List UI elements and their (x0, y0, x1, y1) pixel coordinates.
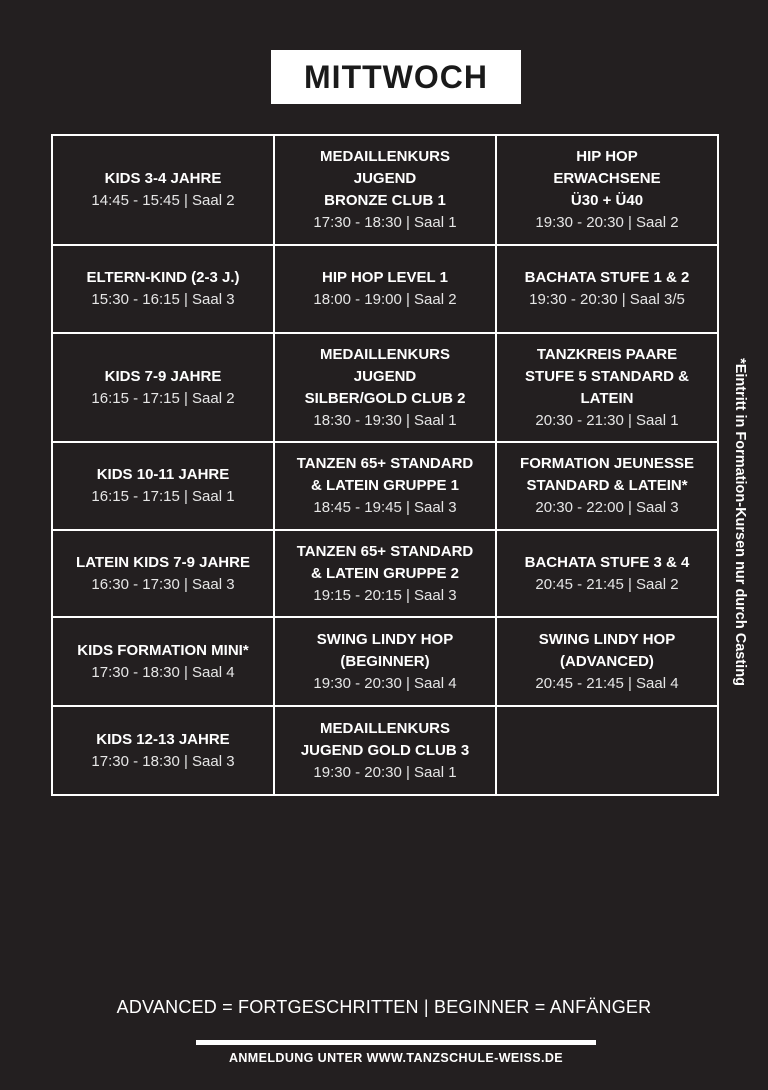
course-cell (52, 617, 274, 706)
course-time: 16:15 - 17:15 | Saal 1 (91, 488, 235, 505)
course-name: BACHATA STUFE 1 & 2 (524, 269, 690, 286)
course-cell (274, 442, 496, 530)
course-time: 18:30 - 19:30 | Saal 1 (313, 411, 457, 429)
course-time: 16:30 - 17:30 | Saal 3 (91, 575, 235, 593)
course-time: 19:30 - 20:30 | Saal 4 (313, 674, 457, 692)
course-time: 16:15 - 17:15 | Saal 2 (91, 389, 235, 407)
course-name: SWING LINDY HOP (ADVANCED) (538, 630, 676, 670)
registration-link[interactable]: ANMELDUNG UNTER WWW.TANZSCHULE-WEISS.DE (228, 1051, 564, 1065)
course-cell (496, 135, 718, 245)
course-name: HIP HOP ERWACHSENE Ü30 + Ü40 (553, 148, 661, 209)
course-name: TANZKREIS PAARE STUFE 5 STANDARD & LATEIN (525, 345, 689, 407)
schedule-table (51, 134, 719, 796)
course-cell (496, 245, 718, 333)
course-time: 19:15 - 20:15 | Saal 3 (313, 586, 457, 604)
footer-divider (196, 1040, 596, 1045)
course-cell (274, 530, 496, 617)
course-name: LATEIN KIDS 7-9 JAHRE (76, 553, 250, 571)
course-name: MEDAILLENKURS JUGEND SILBER/GOLD CLUB 2 (304, 345, 466, 407)
course-cell (274, 617, 496, 706)
course-time: 20:30 - 21:30 | Saal 1 (535, 411, 679, 429)
course-cell (52, 333, 274, 442)
course-name: SWING LINDY HOP (BEGINNER) (316, 630, 454, 670)
course-cell (274, 333, 496, 442)
schedule-row-3 (52, 333, 718, 442)
course-name: FORMATION JEUNESSE STANDARD & LATEIN* (520, 455, 694, 494)
course-time: 18:00 - 19:00 | Saal 2 (313, 291, 457, 308)
course-name: HIP HOP LEVEL 1 (322, 269, 448, 286)
course-name: MEDAILLENKURS JUGEND BRONZE CLUB 1 (320, 148, 450, 209)
day-title (271, 50, 521, 104)
course-time: 17:30 - 18:30 | Saal 4 (91, 663, 235, 681)
course-name: BACHATA STUFE 3 & 4 (524, 553, 690, 571)
course-time: 17:30 - 18:30 | Saal 1 (313, 214, 457, 231)
course-name: KIDS FORMATION MINI* (77, 641, 249, 659)
course-time: 19:30 - 20:30 | Saal 2 (535, 214, 679, 231)
course-cell (496, 333, 718, 442)
schedule-row-5 (52, 530, 718, 617)
casting-note: *Eintritt in Formation-Kursen nur durch Casting (732, 358, 748, 686)
course-cell (496, 530, 718, 617)
course-time: 19:30 - 20:30 | Saal 3/5 (529, 291, 685, 308)
course-cell (274, 135, 496, 245)
course-time: 15:30 - 16:15 | Saal 3 (91, 291, 235, 308)
course-time: 19:30 - 20:30 | Saal 1 (313, 763, 457, 781)
course-cell (52, 245, 274, 333)
course-name: ELTERN-KIND (2-3 J.) (86, 269, 240, 286)
course-name: KIDS 7-9 JAHRE (104, 367, 222, 385)
course-cell (52, 530, 274, 617)
empty-cell (496, 706, 718, 795)
course-name: KIDS 12-13 JAHRE (96, 730, 230, 748)
level-legend: ADVANCED = FORTGESCHRITTEN | BEGINNER = ANFÄNGER (116, 997, 652, 1017)
course-cell (274, 245, 496, 333)
schedule-row-4 (52, 442, 718, 530)
schedule-row-7 (52, 706, 718, 795)
course-cell (496, 442, 718, 530)
course-cell (496, 617, 718, 706)
course-cell (52, 135, 274, 245)
schedule-row-2 (52, 245, 718, 333)
course-time: 20:45 - 21:45 | Saal 2 (535, 575, 679, 593)
course-time: 20:30 - 22:00 | Saal 3 (535, 499, 679, 516)
course-time: 20:45 - 21:45 | Saal 4 (535, 674, 679, 692)
course-time: 17:30 - 18:30 | Saal 3 (91, 752, 235, 770)
course-cell (52, 706, 274, 795)
course-cell (274, 706, 496, 795)
course-name: KIDS 3-4 JAHRE (104, 170, 222, 187)
course-name: TANZEN 65+ STANDARD & LATEIN GRUPPE 1 (296, 455, 474, 494)
course-name: TANZEN 65+ STANDARD & LATEIN GRUPPE 2 (296, 542, 474, 582)
course-time: 18:45 - 19:45 | Saal 3 (313, 499, 457, 516)
course-name: MEDAILLENKURS JUGEND GOLD CLUB 3 (300, 719, 470, 759)
schedule-row-6 (52, 617, 718, 706)
day-title-text: MITTWOCH (304, 58, 488, 95)
schedule-row-1 (52, 135, 718, 245)
course-time: 14:45 - 15:45 | Saal 2 (91, 192, 235, 209)
course-name: KIDS 10-11 JAHRE (96, 466, 230, 483)
course-cell (52, 442, 274, 530)
